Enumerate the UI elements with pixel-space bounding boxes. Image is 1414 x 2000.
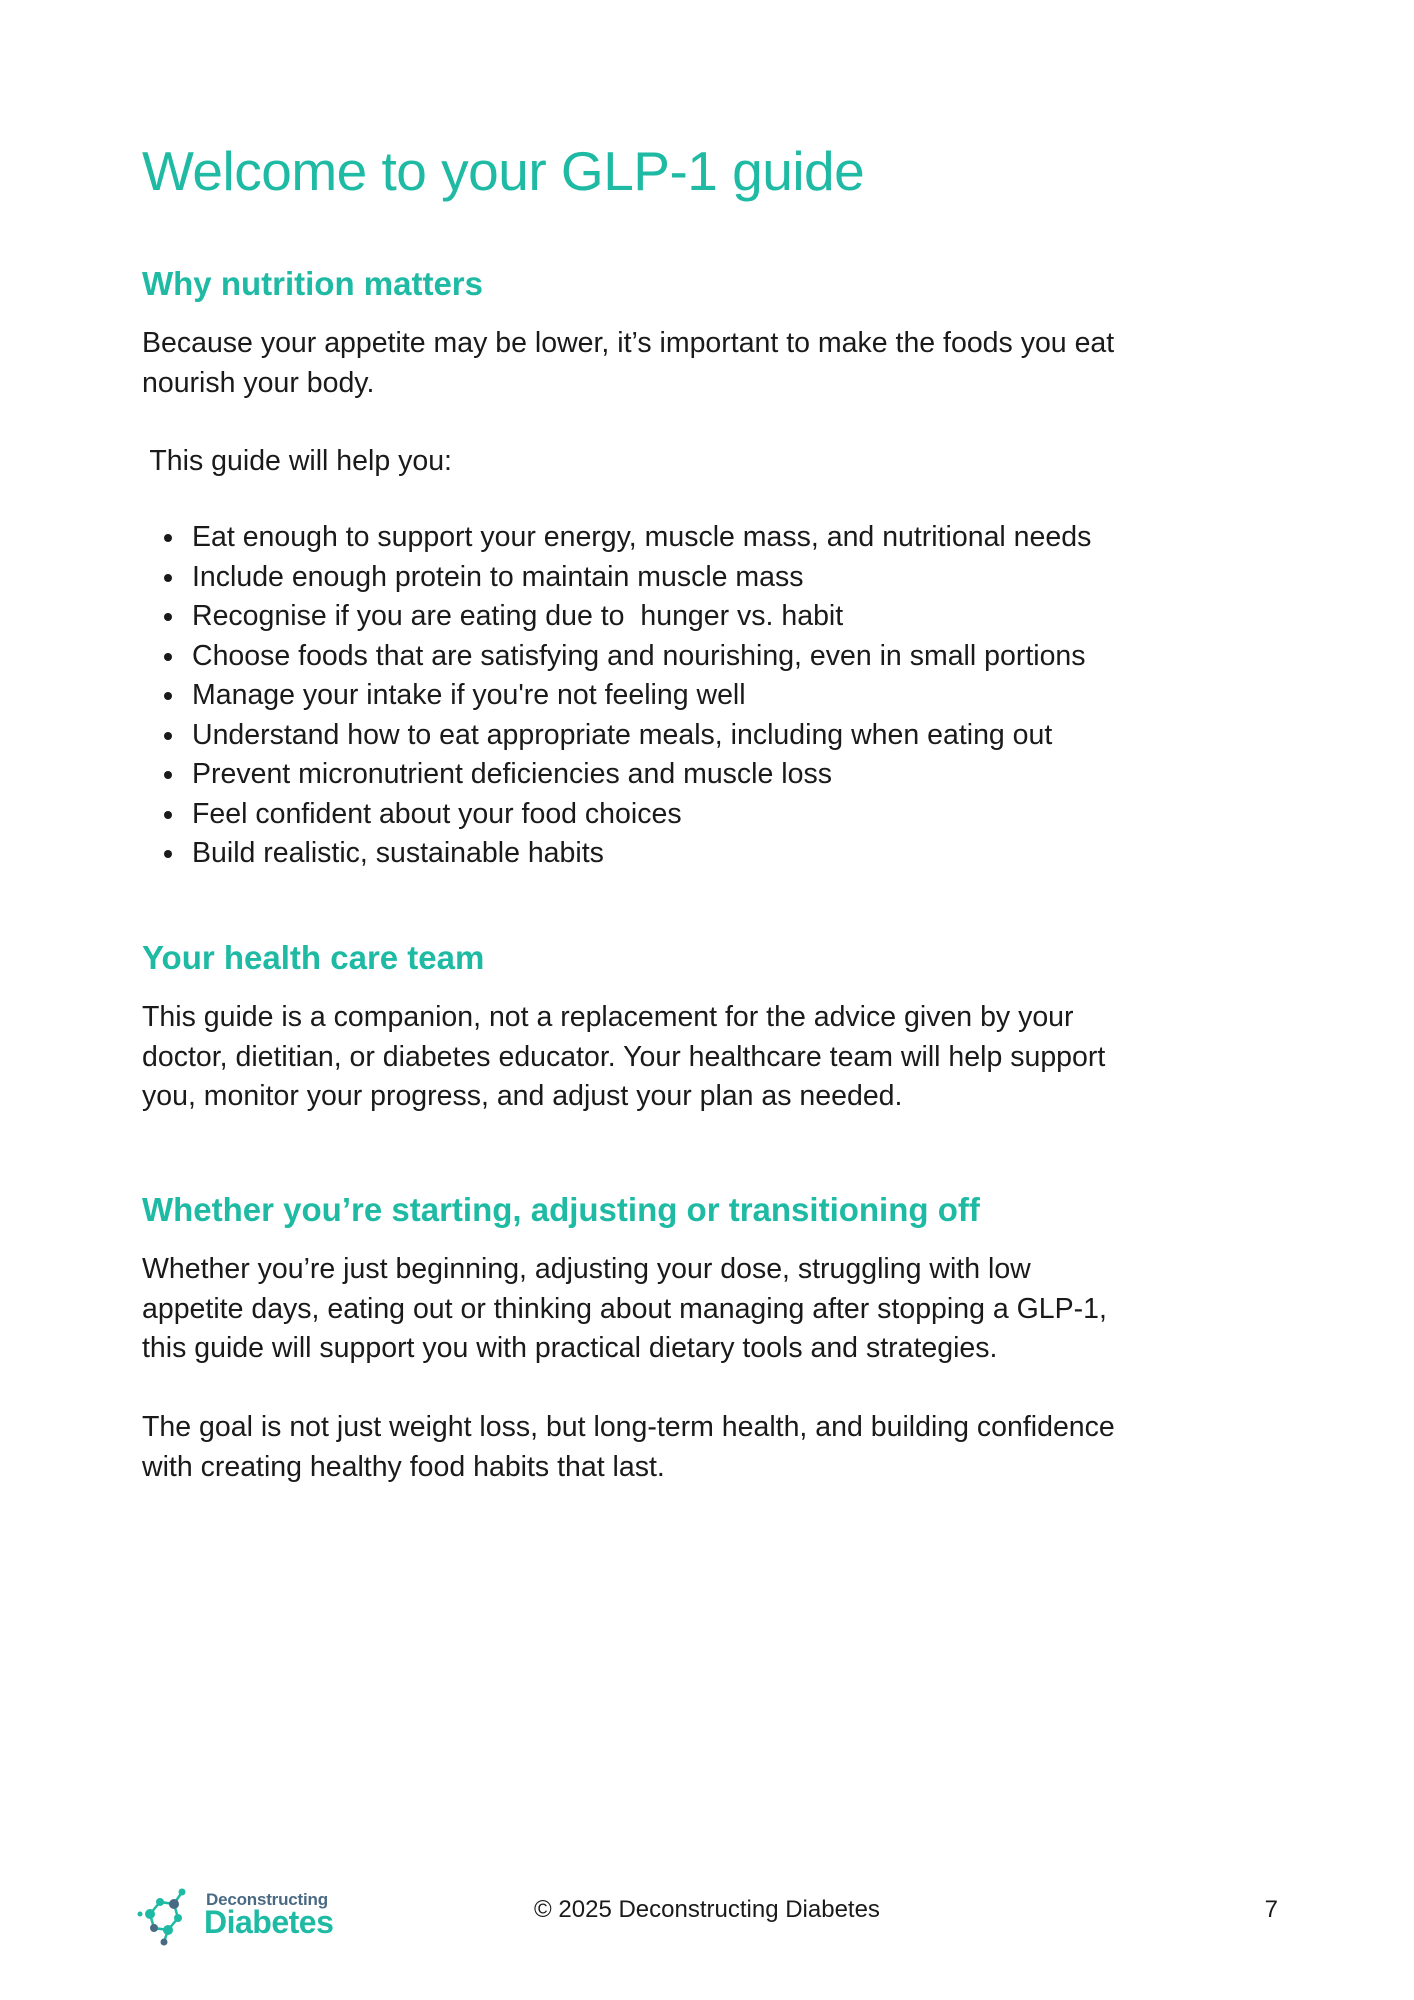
logo-text-bottom: Diabetes <box>204 1904 334 1940</box>
section-heading-nutrition: Why nutrition matters <box>142 265 484 302</box>
text-line: This guide is a companion, not a replacement for the advice given by your <box>142 1001 1074 1033</box>
list-item: Eat enough to support your energy, muscle mass, and nutritional needs <box>142 518 1091 558</box>
text-line: nourish your body. <box>142 366 375 399</box>
text-line: doctor, dietitian, or diabetes educator. Your healthcare team will help support <box>142 1040 1106 1073</box>
section-heading-health-care-team: Your health care team <box>142 939 485 976</box>
list-item: Prevent micronutrient deficiencies and muscle loss <box>142 755 1091 795</box>
list-item: Include enough protein to maintain muscle mass <box>142 558 1091 598</box>
footer-copyright: © 2025 Deconstructing Diabetes <box>534 1896 880 1923</box>
starting-adjusting-paragraph <box>142 1250 1107 1369</box>
list-item: Build realistic, sustainable habits <box>142 834 1091 874</box>
text-line: Whether you’re just beginning, adjusting your dose, struggling with low <box>142 1253 1031 1285</box>
text-line: this guide will support you with practical dietary tools and strategies. <box>142 1332 998 1364</box>
text-line: The goal is not just weight loss, but long-term health, and building confidence <box>142 1411 1115 1443</box>
text-line: Because your appetite may be lower, it’s important to make the foods you eat <box>142 327 1115 359</box>
page-title: Welcome to your GLP-1 guide <box>142 140 865 202</box>
text-line: with creating healthy food habits that last. <box>142 1450 665 1483</box>
text-line: appetite days, eating out or thinking about managing after stopping a GLP-1, <box>142 1292 1107 1325</box>
logo-text-top: Deconstructing <box>206 1890 328 1909</box>
list-item: Choose foods that are satisfying and nourishing, even in small portions <box>142 637 1091 677</box>
guide-benefits-list <box>142 518 1091 874</box>
list-item: Understand how to eat appropriate meals, including when eating out <box>142 716 1091 756</box>
text-line: you, monitor your progress, and adjust your plan as needed. <box>142 1080 903 1112</box>
list-item: Manage your intake if you're not feeling well <box>142 676 1091 716</box>
section-heading-starting-adjusting: Whether you’re starting, adjusting or transitioning off <box>142 1191 980 1228</box>
guide-lead-text: This guide will help you: <box>142 445 452 477</box>
nutrition-intro-paragraph <box>142 324 1114 403</box>
health-care-team-paragraph <box>142 998 1105 1117</box>
list-item: Recognise if you are eating due to hunger vs. habit <box>142 597 1091 637</box>
goal-paragraph <box>142 1408 1115 1487</box>
list-item: Feel confident about your food choices <box>142 795 1091 835</box>
page-number: 7 <box>1264 1896 1278 1923</box>
